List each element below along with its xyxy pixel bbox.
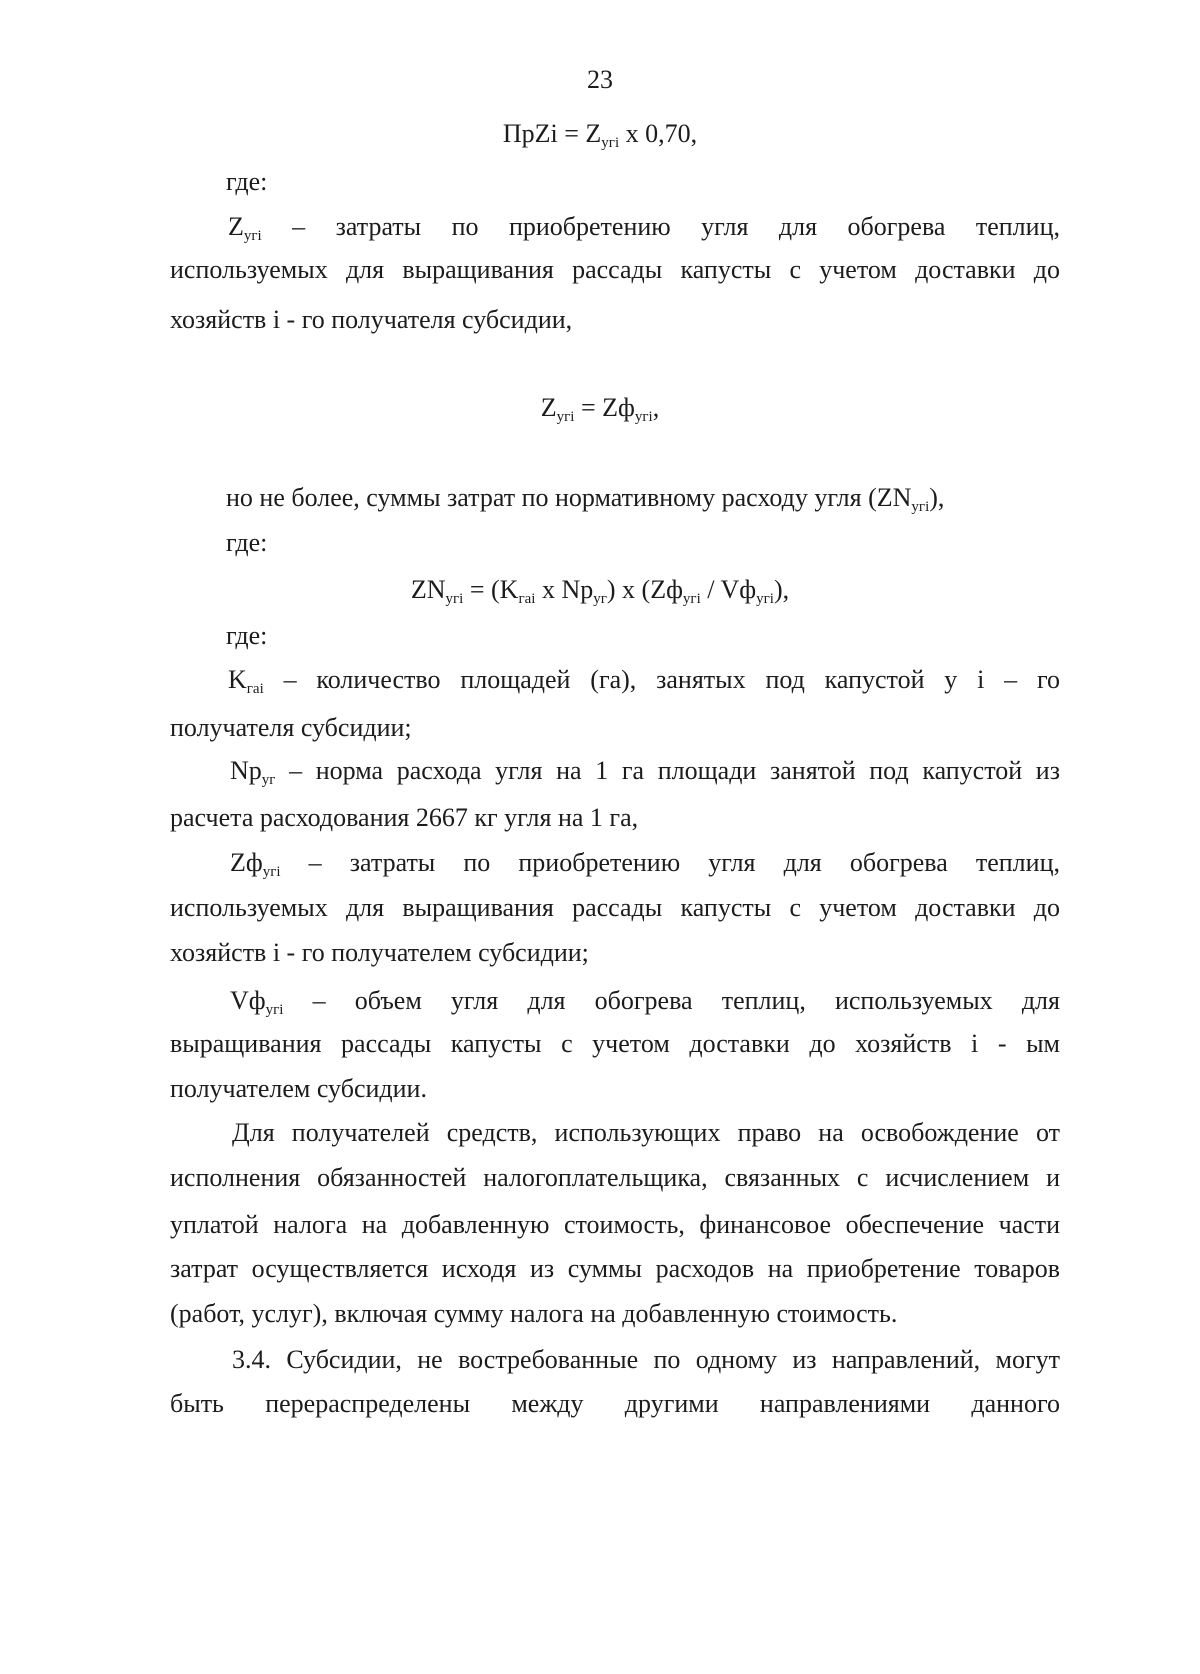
limit-line: но не более, суммы затрат по нормативному расходу угля $(ZN_{yгi})$, [226,483,945,515]
def-k-line1: $K_{гai}$ – количество площадей (га), занятых под капустой у i – го [228,665,1060,697]
def-zyg-line2: используемых для выращивания рассады капусты с учетом доставки до [170,255,1060,284]
page-number: 23 [587,65,613,94]
def-k-line2: получателя субсидии; [170,713,412,742]
def-zf-line3: хозяйств i - го получателем субсидии; [170,938,589,967]
def-vf-line2: выращивания рассады капусты с учетом доставки до хозяйств i - ым [170,1029,1060,1058]
formula-prz: ПрZi = $Z_{yгi}$ x 0,70, [502,119,698,151]
def-zf-line1: $Zф_{yгi}$ – затраты по приобретению угля для обогрева теплиц, [230,848,1060,880]
def-np-line1: $Np_{уг}$ – норма расхода угля на 1 га площади занятой под капустой из [230,756,1060,788]
def-vf-line1: $Vф_{yгi}$ – объем угля для обогрева теплиц, используемых для [230,986,1060,1018]
formula-zn: $ZN_{yгi} = (K_{гai}$ x $Np_{уг}$) x $(Zф_{yгi} / Vф_{yгi})$, [410,575,790,607]
where-label-2: где: [226,528,268,557]
para-34-line1: 3.4. Субсидии, не востребованные по одному из направлений, могут [232,1345,1060,1374]
def-vf-line3: получателем субсидии. [170,1074,427,1103]
def-zyg-line3: хозяйств i - го получателя субсидии, [170,305,573,334]
para-vat-line2: исполнения обязанностей налогоплательщика, связанных с исчислением и [170,1163,1060,1192]
para-vat-line4: затрат осуществляется исходя из суммы расходов на приобретение товаров [170,1254,1060,1283]
para-vat-line1: Для получателей средств, использующих право на освобождение от [232,1118,1060,1147]
where-label-3: где: [226,621,268,650]
def-zyg-line1: $Z_{yгi}$ – затраты по приобретению угля для обогрева теплиц, [228,212,1060,244]
formula-zyg: $Z_{yгi} = Zф_{yгi}$, [540,393,660,425]
para-vat-line3: уплатой налога на добавленную стоимость, финансовое обеспечение части [170,1210,1060,1239]
def-zf-line2: используемых для выращивания рассады капусты с учетом доставки до [170,893,1060,922]
where-label: где: [226,167,268,196]
para-34-line2: быть перераспределены между другими направлениями данного [170,1389,1060,1418]
para-vat-line5: (работ, услуг), включая сумму налога на добавленную стоимость. [170,1299,898,1328]
def-np-line2: расчета расходования 2667 кг угля на 1 га, [170,803,639,832]
